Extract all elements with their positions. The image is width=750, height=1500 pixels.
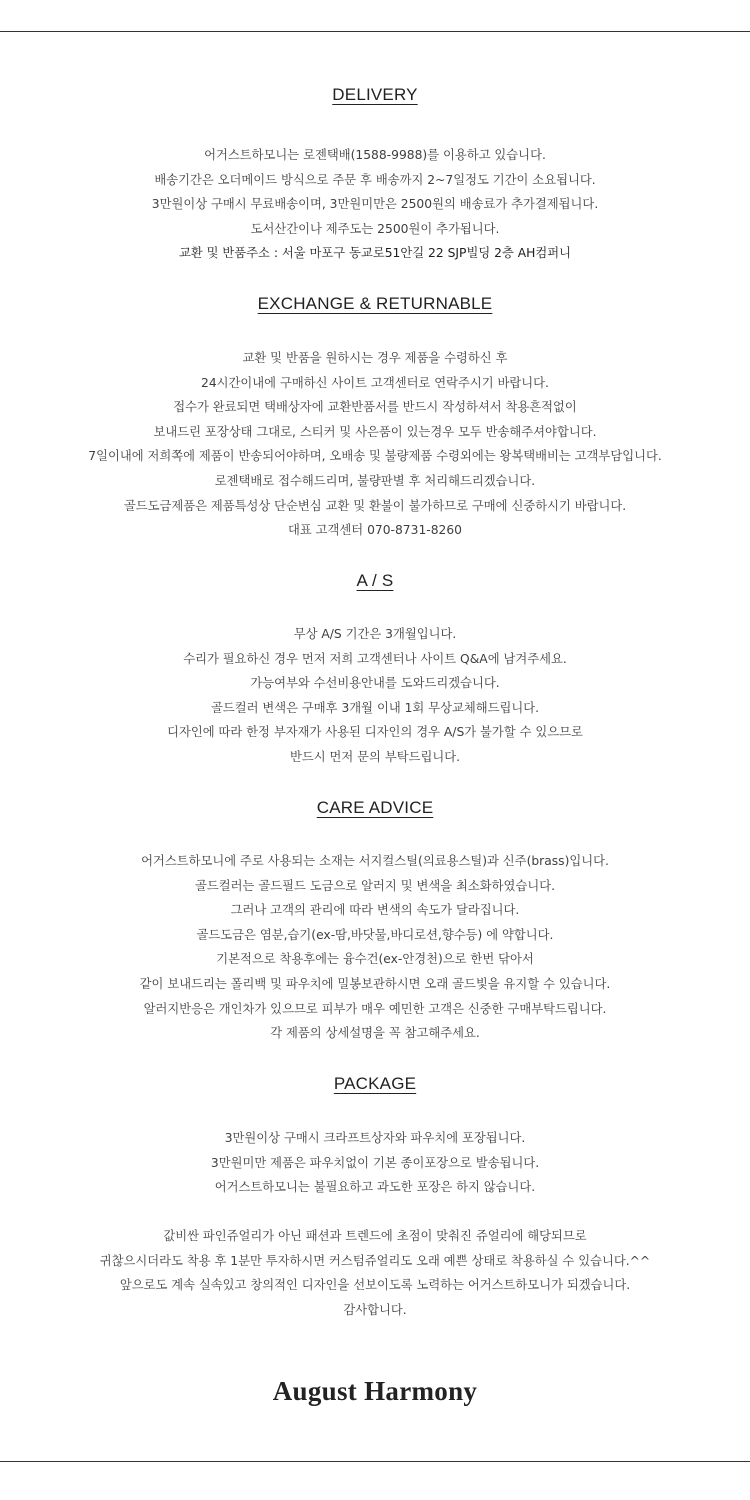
- brand-logo-text: August Harmony: [272, 1376, 478, 1406]
- package-line-3: 어거스트하모니는 불필요하고 과도한 포장은 하지 않습니다.: [214, 1180, 536, 1195]
- exchange-line-1: 교환 및 반품을 원하시는 경우 제품을 수령하신 후: [242, 351, 508, 365]
- closing-message: [0, 1224, 750, 1322]
- as-line-6: 반드시 먼저 문의 부탁드립니다.: [289, 749, 461, 764]
- delivery-heading: [0, 85, 750, 105]
- as-line-1: 무상 A/S 기간은 3개월입니다.: [293, 627, 457, 641]
- delivery-line-return-address: 교환 및 반품주소 : 서울 마포구 동교로51안길 22 SJP빌딩 2층 AH컴퍼니: [178, 246, 572, 261]
- delivery-line-island-fee: 도서산간이나 제주도는 2500원이 추가됩니다.: [250, 221, 500, 236]
- delivery-line-fee: 3만원이상 구매시 무료배송이며, 3만원미만은 2500원의 배송료가 추가결제됩니다.: [151, 197, 599, 212]
- delivery-heading-text: DELIVERY: [332, 85, 418, 104]
- closing-line-1: 값비싼 파인쥬얼리가 아닌 패션과 트렌드에 초점이 맞춰진 쥬얼리에 해당되므로: [163, 1229, 587, 1243]
- package-heading: [0, 1074, 750, 1094]
- package-info-list: [0, 1126, 750, 1200]
- bottom-divider: [0, 1461, 750, 1462]
- as-heading: [0, 571, 750, 591]
- package-line-1: 3만원이상 구매시 크라프트상자와 파우치에 포장됩니다.: [224, 1131, 526, 1145]
- exchange-heading-text: EXCHANGE & RETURNABLE: [257, 294, 493, 313]
- care-heading-text: CARE ADVICE: [316, 798, 434, 817]
- as-heading-text: A / S: [356, 571, 394, 590]
- as-info-list: [0, 622, 750, 770]
- as-line-4: 골드컬러 변색은 구매후 3개월 이내 1회 무상교체해드립니다.: [210, 700, 540, 715]
- closing-line-4: 감사합니다.: [343, 1302, 407, 1317]
- exchange-line-phone: 대표 고객센터 070-8731-8260: [287, 523, 463, 538]
- care-heading: [0, 798, 750, 818]
- exchange-line-6: 로젠택배로 접수해드리며, 불량판별 후 처리해드리겠습니다.: [214, 473, 536, 488]
- exchange-heading: [0, 294, 750, 314]
- exchange-line-2: 24시간이내에 구매하신 사이트 고객센터로 연락주시기 바랍니다.: [201, 375, 549, 390]
- exchange-line-5: 7일이내에 저희쪽에 제품이 반송되어야하며, 오배송 및 불량제품 수령외에는 왕복택배비는 고객부담입니다.: [88, 449, 662, 464]
- as-line-5: 디자인에 따라 한정 부자재가 사용된 디자인의 경우 A/S가 불가할 수 있으므로: [167, 725, 583, 740]
- care-line-6: 같이 보내드리는 폴리백 및 파우치에 밀봉보관하시면 오래 골드빛을 유지할 수 있습니다.: [139, 976, 611, 991]
- care-line-5: 기본적으로 착용후에는 융수건(ex-안경천)으로 한번 닦아서: [216, 952, 534, 967]
- closing-line-2: 귀찮으시더라도 착용 후 1분만 투자하시면 커스텀쥬얼리도 오래 예쁜 상태로 착용하실 수 있습니다.^^: [99, 1253, 651, 1268]
- delivery-info-list: [0, 143, 750, 266]
- exchange-info-list: [0, 346, 750, 543]
- top-divider: [0, 31, 750, 32]
- package-line-2: 3만원미만 제품은 파우치없이 기본 종이포장으로 발송됩니다.: [210, 1155, 540, 1170]
- care-line-4: 골드도금은 염분,습기(ex-땀,바닷물,바디로션,향수등) 에 약합니다.: [196, 927, 554, 942]
- care-line-1: 어거스트하모니에 주로 사용되는 소재는 서지컬스틸(의료용스틸)과 신주(brass)입니다.: [141, 854, 609, 868]
- as-line-3: 가능여부와 수선비용안내를 도와드리겠습니다.: [250, 676, 500, 691]
- delivery-line-courier: 어거스트하모니는 로젠택배(1588-9988)를 이용하고 있습니다.: [204, 148, 546, 162]
- care-line-7: 알러지반응은 개인차가 있으므로 피부가 매우 예민한 고객은 신중한 구매부탁드립니다.: [143, 1001, 607, 1016]
- package-heading-text: PACKAGE: [333, 1074, 417, 1093]
- care-line-2: 골드컬러는 골드필드 도금으로 알러지 및 변색을 최소화하였습니다.: [195, 878, 555, 893]
- exchange-line-7: 골드도금제품은 제품특성상 단순변심 교환 및 환불이 불가하므로 구매에 신중하시기 바랍니다.: [123, 498, 627, 513]
- exchange-line-4: 보내드린 포장상태 그대로, 스티커 및 사은품이 있는경우 모두 반송해주셔야합니다.: [153, 424, 597, 439]
- care-info-list: [0, 849, 750, 1046]
- as-line-2: 수리가 필요하신 경우 먼저 저희 고객센터나 사이트 Q&A에 남겨주세요.: [183, 651, 567, 666]
- care-line-3: 그러나 고객의 관리에 따라 변색의 속도가 달라집니다.: [230, 903, 520, 918]
- closing-line-3: 앞으로도 계속 실속있고 창의적인 디자인을 선보이도록 노력하는 어거스트하모니가 되겠습니다.: [119, 1278, 631, 1293]
- care-line-8: 각 제품의 상세설명을 꼭 참고해주세요.: [270, 1026, 480, 1041]
- exchange-line-3: 접수가 완료되면 택배상자에 교환반품서를 반드시 작성하셔서 착용흔적없이: [173, 400, 577, 415]
- delivery-line-period: 배송기간은 오더메이드 방식으로 주문 후 배송까지 2~7일정도 기간이 소요됩니다.: [154, 172, 596, 187]
